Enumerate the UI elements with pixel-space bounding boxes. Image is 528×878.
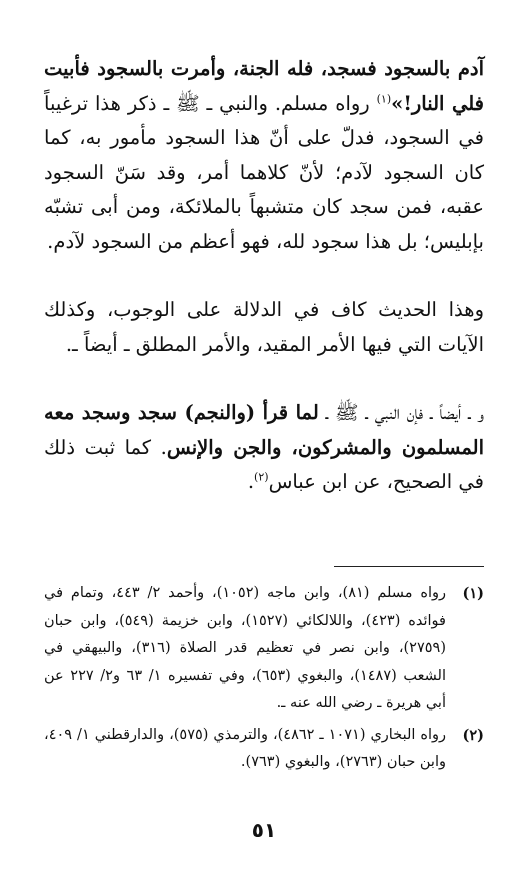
paragraph-3-tail: . <box>247 470 255 493</box>
paragraph-1 <box>44 52 484 259</box>
footnote-divider <box>334 566 484 567</box>
main-text <box>44 52 484 500</box>
footnote-2 <box>44 722 484 777</box>
paragraph-3-text: . كما ثبت ذلك في الصحيح، عن ابن عباس <box>44 435 484 493</box>
footnote-1-text: رواه مسلم (٨١)، وابن ماجه (١٠٥٢)، وأحمد ٢/ ٤٤٣، وتمام في فوائده (٤٢٣)، واللالكائي (١٥٢٧)، وابن خزيمة (٥٤٩)، وابن حبان (٢٧٥٩)، وابن نصر في تعظيم قدر الصلاة (٣١٦)، والبيهقي في الشعب (١٤٨٧)، والبغوي (٦٥٣)، وفي تفسيره ١/ ٦٣ و٢/ ٢٢٧ عن أبي هريرة ـ رضي الله عنه ـ. <box>44 585 446 711</box>
paragraph-2: وهذا الحديث كاف في الدلالة على الوجوب، وكذلك الآيات التي فيها الأمر المقيد، والأمر المطلق ـ أيضاً ـ. <box>44 298 484 356</box>
footnote-ref-2[interactable]: (٢) <box>254 470 269 484</box>
page-number: ٥١ <box>251 818 277 842</box>
footnote-ref-1[interactable]: (١) <box>376 92 392 105</box>
footnotes <box>44 580 484 781</box>
footnote-1 <box>44 580 484 718</box>
footnote-2-number: (٢) <box>462 726 484 744</box>
footnote-1-number: (١) <box>462 585 484 602</box>
paragraph-3-lead: و ـ أيضاً ـ فإن النبي ـ ﷺ ـ <box>318 401 485 424</box>
paragraph-1-text: رواه مسلم. والنبي ـ ﷺ ـ ذكر هذا ترغيباً في السجود، فدلّ على أنّ هذا السجود مأمور به، كما كان السجود لآدم؛ لأنّ كلاهما أمر، وقد سَنّ السجود عقبه، فمن سجد كان متشبهاً بالملائكة، ومن أبى تشبّه بإبليس؛ بل هذا سجود لله، فهو أعظم من السجود لآدم. <box>44 91 484 253</box>
hadith-quote: آدم بالسجود فسجد، فله الجنة، وأمرت بالسجود فأبيت فلي النار!» <box>44 57 484 115</box>
paragraph-3-bold: لما قرأ (والنجم) سجد وسجد معه المسلمون والمشركون، والجن والإنس <box>44 401 484 459</box>
footnote-2-text: رواه البخاري (١٠٧١ ـ ٤٨٦٢)، والترمذي (٥٧٥)، والدارقطني ١/ ٤٠٩، وابن حبان (٢٧٦٣)، والبغوي (٧٦٣). <box>44 726 447 770</box>
paragraph-3 <box>44 396 484 500</box>
